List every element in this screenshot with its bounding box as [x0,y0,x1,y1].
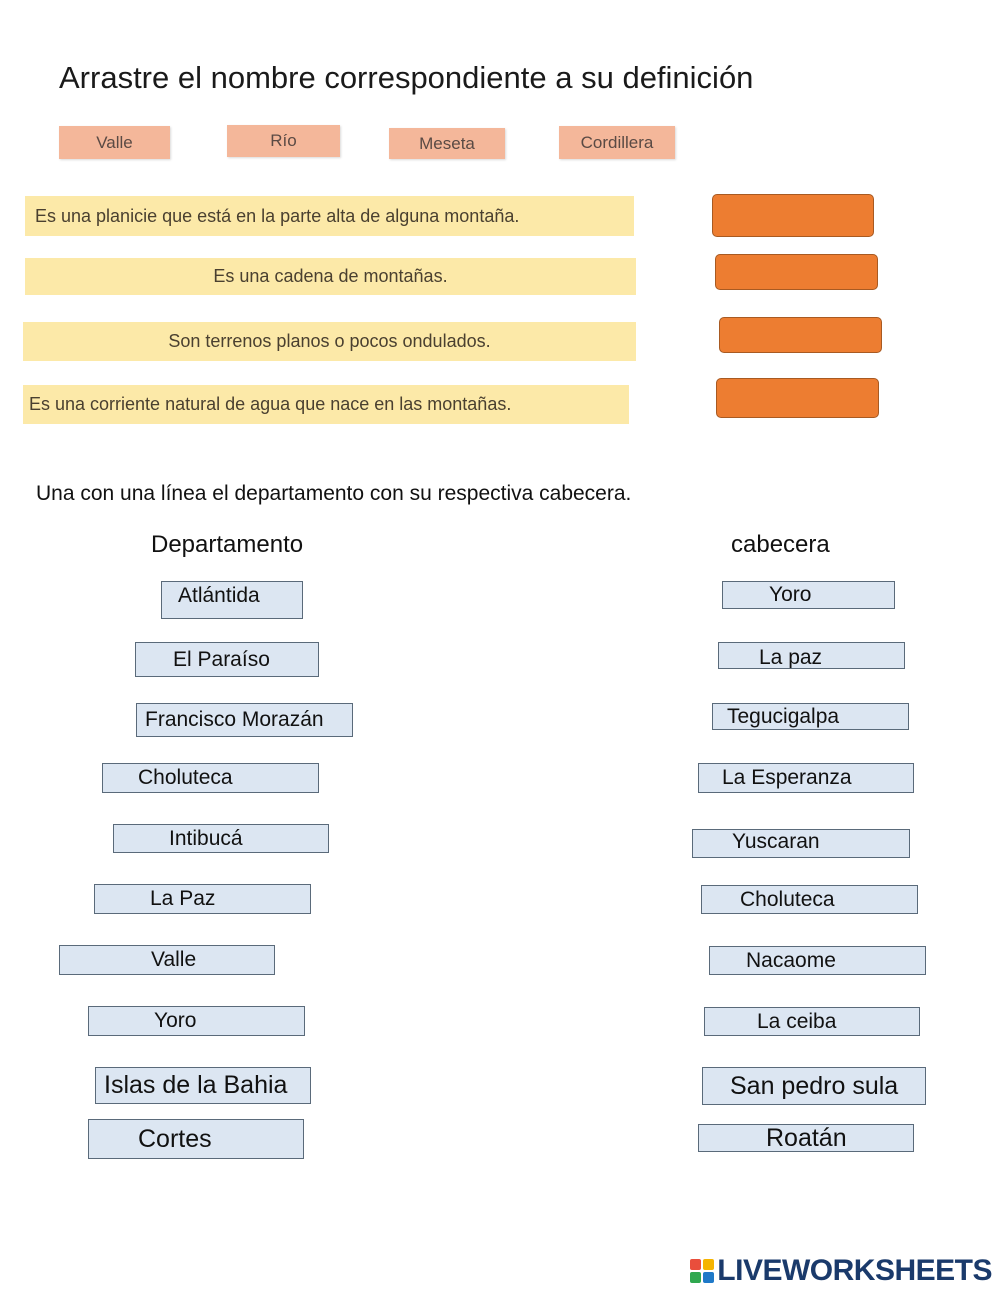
cabecera-la-ceiba[interactable]: La ceiba [704,1007,920,1036]
word-chip-cordillera[interactable]: Cordillera [559,126,675,159]
departamento-intibuca[interactable]: Intibucá [113,824,329,853]
definition-2: Es una cadena de montañas. [25,258,636,295]
cabecera-roatan[interactable]: Roatán [698,1124,914,1152]
departamento-valle[interactable]: Valle [59,945,275,975]
definition-1: Es una planicie que está en la parte alta de alguna montaña. [25,196,634,236]
drop-zone-1[interactable] [712,194,874,237]
cabecera-nacaome[interactable]: Nacaome [709,946,926,975]
word-chip-rio[interactable]: Río [227,125,340,157]
drop-zone-4[interactable] [716,378,879,418]
cabecera-choluteca[interactable]: Choluteca [701,885,918,914]
liveworksheets-logo [690,1254,992,1288]
liveworksheets-mark-icon [690,1259,714,1283]
cabecera-la-paz[interactable]: La paz [718,642,905,669]
cabecera-la-esperanza[interactable]: La Esperanza [698,763,914,793]
definition-4: Es una corriente natural de agua que nace en las montañas. [23,385,629,424]
departamento-atlantida[interactable]: Atlántida [161,581,303,619]
drop-zone-2[interactable] [715,254,878,290]
departamento-el-paraiso[interactable]: El Paraíso [135,642,319,677]
cabecera-header: cabecera [731,531,830,558]
page-title: Arrastre el nombre correspondiente a su definición [59,60,754,95]
cabecera-yoro[interactable]: Yoro [722,581,895,609]
departamento-header: Departamento [151,531,304,558]
departamento-islas-de-la-bahia[interactable]: Islas de la Bahia [95,1067,311,1104]
logo-text: LIVEWORKSHEETS [717,1254,992,1287]
departamento-yoro[interactable]: Yoro [88,1006,305,1036]
cabecera-san-pedro-sula[interactable]: San pedro sula [702,1067,926,1105]
word-chip-meseta[interactable]: Meseta [389,128,505,159]
departamento-la-paz[interactable]: La Paz [94,884,311,914]
definition-3: Son terrenos planos o pocos ondulados. [23,322,636,361]
cabecera-yuscaran[interactable]: Yuscaran [692,829,910,858]
departamento-cortes[interactable]: Cortes [88,1119,304,1159]
drop-zone-3[interactable] [719,317,882,353]
departamento-francisco-morazan[interactable]: Francisco Morazán [136,703,353,737]
departamento-choluteca[interactable]: Choluteca [102,763,319,793]
instruction-text: Una con una línea el departamento con su respectiva cabecera. [36,482,632,505]
word-chip-valle[interactable]: Valle [59,126,170,159]
cabecera-tegucigalpa[interactable]: Tegucigalpa [712,703,909,730]
